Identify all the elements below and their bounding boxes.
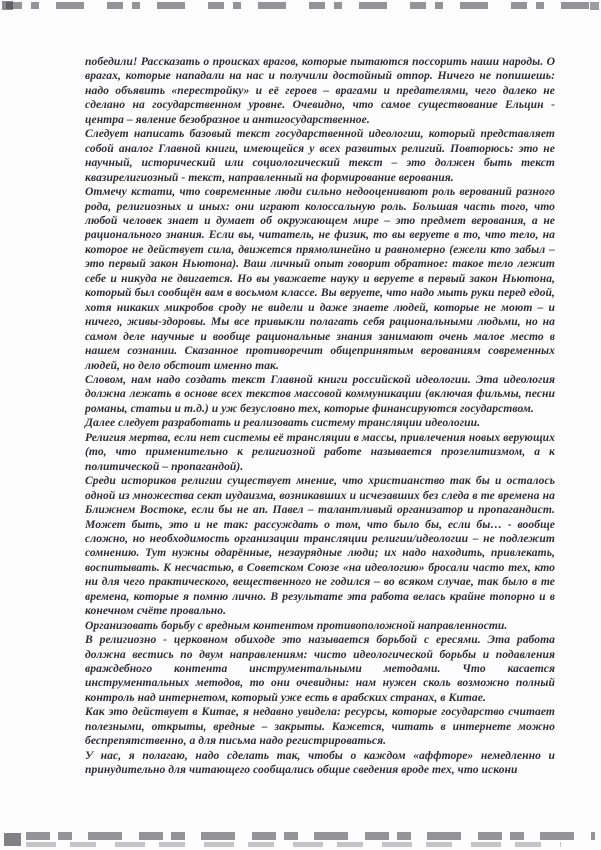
scan-artifact-top-left [2, 1, 13, 10]
document-text-column [85, 55, 555, 778]
paragraph: Отмечу кстати, что современные люди сильно недооценивают роль верований разного рода, религиозных и иных: они играют колоссальную роль. Большая часть того, что любой человек знает и думает об окружающем мире – это предмет верования, а не рационального знания. Если вы, читатель, не физик, то вы веруете в то, что тело, на которое не действует сила, движется прямолинейно и равномерно (ежели кто забыл – это первый закон Ньютона). Ваш личный опыт говорит обратное: такое тело лежит себе и никуда не двигается. Но вы уважаете науку и веруете в первый закон Ньютона, который был сообщён вам в восьмом классе. Вы веруете, что надо мыть руки перед едой, хотя никаких микробов сроду не видели и даже знаете людей, которые не моют – и ничего, живы-здоровы. Мы все привыкли полагать себя рациональными людьми, но на самом деле научные и вообще рациональные знания занимают очень малое место в нашем сознании. Сказанное противоречит общепринятым верованиям современных людей, но дело обстоит именно так. [85, 185, 555, 372]
scan-artifact-top-right [590, 2, 599, 10]
paragraph: Религия мертва, если нет системы её трансляции в массы, привлечения новых верующих (то, что применительно к религиозной работе называется прозелитизмом, а к политической – пропагандой). [85, 430, 555, 473]
paragraph: Как это действует в Китае, я недавно увидела: ресурсы, которые государство считает полезными, открыты, вредные – закрыты. Кажется, читать в интернете можно беспрепятственно, а для письма надо регистрироваться. [85, 705, 555, 748]
paragraph: Далее следует разработать и реализовать систему трансляции идеологии. [85, 416, 481, 430]
paragraph: победили! Рассказать о происках врагов, которые пытаются поссорить наши народы. О врагах, которые нападали на нас и получили достойный отпор. Ничего не попишешь: надо объявить «перестройку» и её героев – врагами и предателями, чего далеко не сделано на государственном уровне. Очевидно, что самое существование Ельцин - центра – явление безобразное и антигосударственное. [85, 55, 555, 126]
scan-artifact-bottom-row-2 [26, 842, 561, 847]
paragraph: Следует написать базовый текст государственной идеологии, который представляет собой аналог Главной книги, имеющейся у всех развитых религий. Повторюсь: это не научный, исторический или социологический текст – это должен быть текст квазирелигиозный - текст, направленный на формирование верования. [85, 127, 555, 184]
paragraph: Среди историков религии существует мнение, что христианство так бы и осталось одной из множества сект иудаизма, возникавших и исчезавших без следа в те времена на Ближнем Востоке, если бы не ап. Павел – талантливый организатор и пропагандист. Может быть, это и не так: рассуждать о том, что было бы, если бы… - вообще сложно, но необходимость организации трансляции религии/идеологии – не подлежит сомнению. Тут нужны одарённые, незаурядные люди; их надо находить, привлекать, воспитывать. К несчастью, в Советском Союзе «на идеологию» бросали часто тех, кто ни для чего практического, вещественного не годился – во всяком случае, так было в те времена, которые я помню лично. В результате эта работа велась крайне топорно и в конечном счёте провально. [85, 474, 555, 618]
paragraph: В религиозно - церковном обиходе это называется борьбой с ересями. Эта работа должна вестись по двум направлениям: чисто идеологической борьбы и подавления враждебного контента инструментальными методами. Что касается инструментальных методов, то они очевидны: нам нужен сколь возможно полный контроль над интернетом, который уже есть в арабских странах, в Китае. [85, 633, 555, 704]
scan-artifact-top-row [6, 2, 595, 9]
paragraph: Организовать борьбу с вредным контентом противоположной направленности. [85, 618, 508, 632]
scan-artifact-bottom-left [4, 833, 21, 846]
paragraph: Словом, нам надо создать текст Главной книги российской идеологии. Эта идеология должна лежать в основе всех текстов массовой коммуникации (включая фильмы, песни романы, статьи и т.д.) и уж безусловно тех, которые финансируются государством. [85, 372, 555, 415]
paragraph: У нас, я полагаю, надо сделать так, чтобы о каждом «аффторе» немедленно и принудительно для читающего сообщались общие сведения вроде тех, что искони [85, 748, 555, 777]
scan-artifact-bottom-row [26, 832, 595, 840]
